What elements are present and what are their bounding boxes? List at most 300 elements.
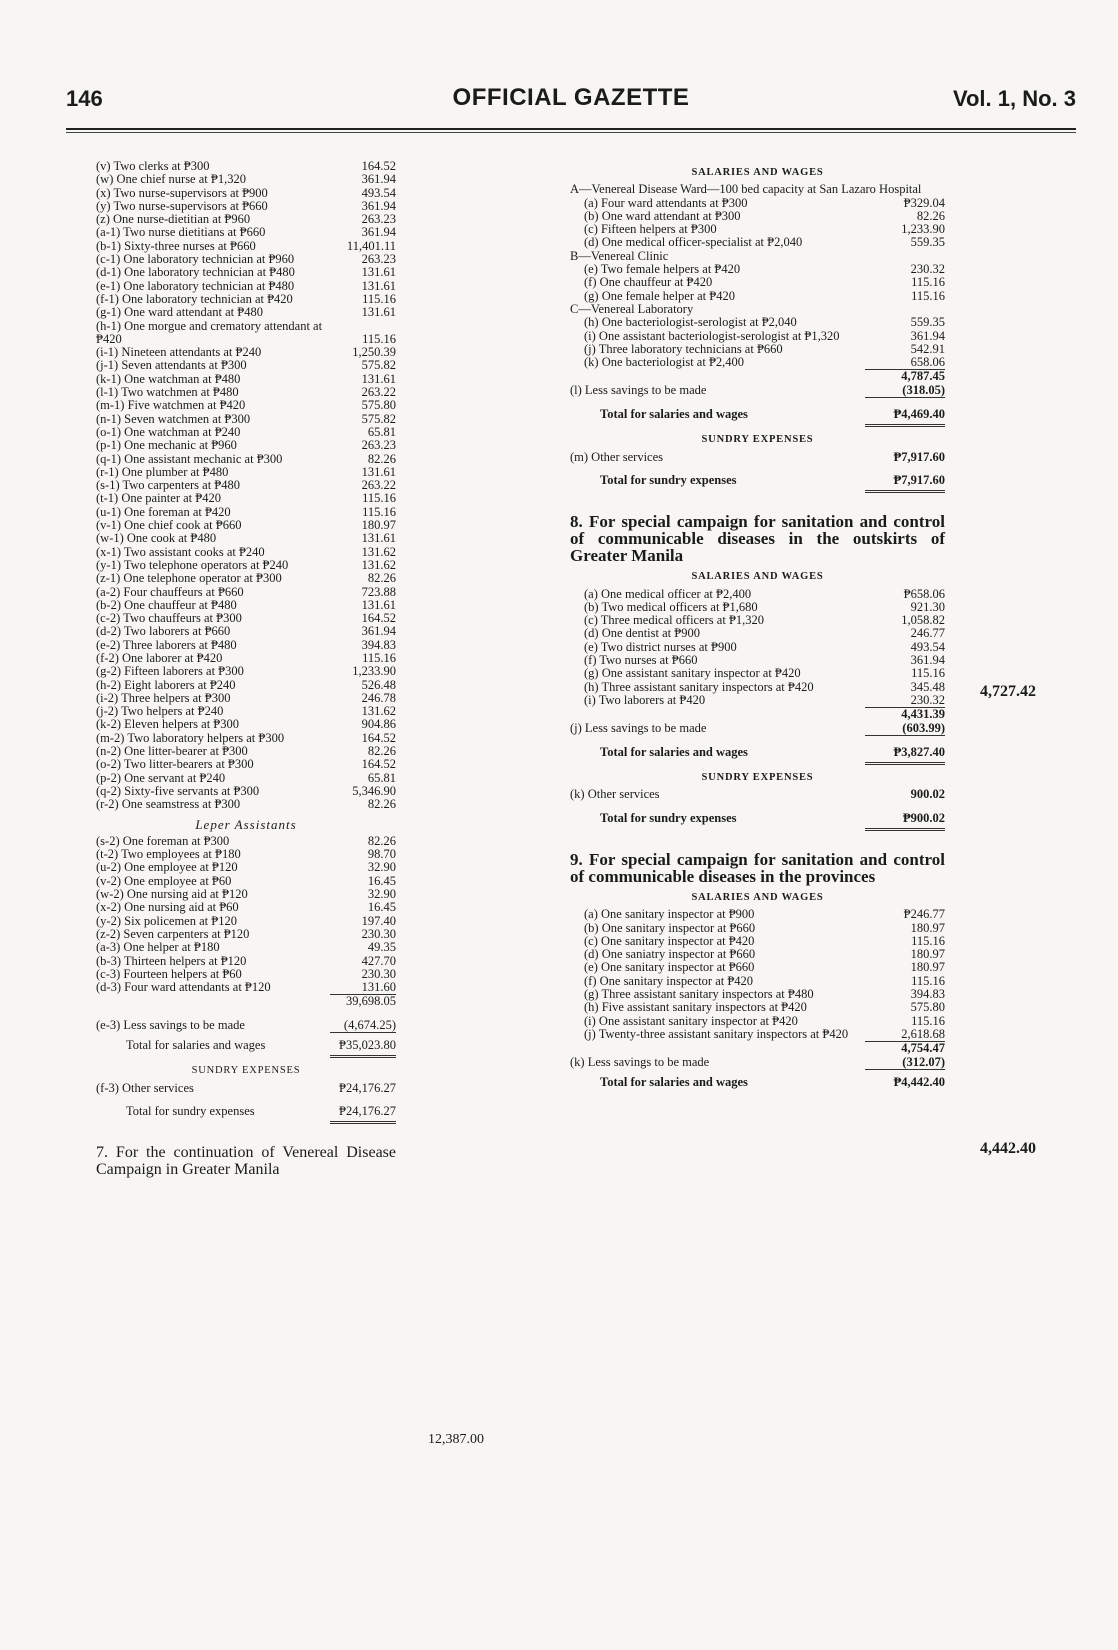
- item-8-list: [570, 588, 945, 708]
- line-item-label: (c-1) One laboratory technician at ₱960: [96, 252, 295, 267]
- line-item: [96, 346, 396, 359]
- line-item-amount: 361.94: [361, 172, 396, 187]
- line-item-amount: 1,233.90: [352, 664, 396, 679]
- line-item-amount: 16.45: [367, 873, 396, 888]
- sundry-1-row: (m) Other services ₱7,917.60: [570, 449, 945, 464]
- line-item: [570, 356, 945, 369]
- line-item-label: (d-1) One laboratory technician at ₱480: [96, 265, 295, 280]
- line-item-label: (b) One ward attendant at ₱300: [584, 208, 741, 223]
- line-item: [96, 875, 396, 888]
- line-item-label: (a) One medical officer at ₱2,400: [584, 586, 752, 601]
- salaries-heading-3: SALARIES AND WAGES: [691, 891, 824, 903]
- line-item-label: (y-1) Two telephone operators at ₱240: [96, 557, 289, 572]
- line-item-label: (u-1) One foreman at ₱420: [96, 504, 231, 519]
- line-item-amount: 131.62: [361, 704, 396, 719]
- line-item-amount: 82.26: [367, 744, 396, 759]
- line-item-amount: 542.91: [910, 341, 945, 356]
- line-item-label: (b-2) One chauffeur at ₱480: [96, 597, 237, 612]
- line-item: [96, 466, 396, 479]
- line-item: [96, 546, 396, 559]
- line-item: [96, 439, 396, 452]
- line-item-label: (b) One sanitary inspector at ₱660: [584, 920, 756, 935]
- line-item-amount: 180.97: [910, 960, 945, 975]
- line-item-amount: 164.52: [361, 757, 396, 772]
- line-item-label: (a) One sanitary inspector at ₱900: [584, 907, 755, 922]
- page-number: 146: [66, 86, 103, 111]
- line-item-label: (d-2) Two laborers at ₱660: [96, 624, 231, 639]
- line-item-amount: 65.81: [367, 770, 396, 785]
- line-item-label: (k-2) Eleven helpers at ₱300: [96, 717, 240, 732]
- line-item: [96, 586, 396, 599]
- line-item-label: (m-1) Five watchmen at ₱420: [96, 398, 246, 413]
- line-item-label: (t-2) Two employees at ₱180: [96, 847, 241, 862]
- line-item-label: (v) Two clerks at ₱300: [96, 159, 210, 173]
- line-item: [570, 681, 945, 694]
- line-item: [570, 694, 945, 707]
- line-item: [570, 601, 945, 614]
- line-item-amount: 246.78: [361, 690, 396, 705]
- line-item-label: (g) One female helper at ₱420: [584, 288, 735, 303]
- line-item: [570, 276, 945, 289]
- line-item: [96, 652, 396, 665]
- line-item: [96, 226, 396, 239]
- line-item-amount: 575.80: [910, 1000, 945, 1015]
- line-item-label: (d) One medical officer-specialist at ₱2,040: [584, 235, 803, 250]
- sundry-label: (f-3) Other services: [96, 1080, 194, 1095]
- item-9-amount: 4,442.40: [980, 1140, 1036, 1157]
- line-item: [96, 572, 396, 585]
- line-item: [96, 901, 396, 914]
- salaries-heading-2: SALARIES AND WAGES: [691, 571, 824, 583]
- line-item: [96, 320, 396, 347]
- line-item: [96, 559, 396, 572]
- line-item: [96, 492, 396, 505]
- line-item-label: (e-1) One laboratory technician at ₱480: [96, 278, 295, 293]
- sundry-2-amount: 900.02: [910, 787, 945, 802]
- line-item: [96, 200, 396, 213]
- line-item-amount: 263.22: [361, 385, 396, 400]
- line-item-label: (g-1) One ward attendant at ₱480: [96, 305, 263, 320]
- less-1-row: (l) Less savings to be made (318.05): [570, 382, 945, 397]
- line-item: [96, 479, 396, 492]
- line-item-amount: 921.30: [910, 599, 945, 614]
- line-item-amount: 82.26: [367, 571, 396, 586]
- line-item-amount: 115.16: [362, 504, 396, 519]
- line-item-label: (w) One chief nurse at ₱1,320: [96, 172, 246, 187]
- line-item-label: (r-1) One plumber at ₱480: [96, 464, 229, 479]
- line-item-amount: 115.16: [911, 666, 945, 681]
- line-item-label: (n-2) One litter-bearer at ₱300: [96, 744, 248, 759]
- line-item-label: (d-3) Four ward attendants at ₱120: [96, 980, 271, 995]
- line-item-amount: 16.45: [367, 900, 396, 915]
- line-item-amount: 82.26: [916, 208, 945, 223]
- line-item: [96, 732, 396, 745]
- item-8-text: 8. For special campaign for sanitation and control of communicable diseases in the outskirts of Greater Manila: [570, 512, 945, 566]
- total-salaries-label: Total for salaries and wages: [126, 1038, 266, 1052]
- line-item: [570, 588, 945, 601]
- total-sundry-1-row: Total for sundry expenses ₱7,917.60: [600, 472, 945, 487]
- line-item: [570, 961, 945, 974]
- line-item-label: (f) One sanitary inspector at ₱420: [584, 973, 754, 988]
- line-item: [96, 240, 396, 253]
- line-item: [96, 888, 396, 901]
- subtotal-2-row: [570, 708, 945, 721]
- line-item-label: (m-2) Two laboratory helpers at ₱300: [96, 730, 285, 745]
- left-item-list: [96, 160, 396, 812]
- publication-title: OFFICIAL GAZETTE: [452, 84, 690, 111]
- line-item-label: (v-2) One employee at ₱60: [96, 873, 232, 888]
- line-item-label: (j) Three laboratory technicians at ₱660: [584, 341, 783, 356]
- line-item-label: (a-3) One helper at ₱180: [96, 940, 220, 955]
- line-item-label: (l-1) Two watchmen at ₱480: [96, 385, 239, 400]
- leper-item-list: [96, 835, 396, 995]
- line-item-amount: 5,346.90: [352, 783, 396, 798]
- line-item-label: (j-1) Seven attendants at ₱300: [96, 358, 247, 373]
- line-item-amount: 131.61: [361, 278, 396, 293]
- line-item: [570, 935, 945, 948]
- line-item-amount: 361.94: [361, 198, 396, 213]
- line-item: [570, 667, 945, 680]
- total-sundry-label: Total for sundry expenses: [126, 1103, 255, 1118]
- line-item: [96, 758, 396, 771]
- line-item-amount: 2,618.68: [901, 1026, 945, 1041]
- line-item: [96, 692, 396, 705]
- line-item-label: (c) Fifteen helpers at ₱300: [584, 222, 717, 237]
- line-item: [96, 266, 396, 279]
- line-item-amount: 131.62: [361, 557, 396, 572]
- line-item: [96, 915, 396, 928]
- line-item-amount: 361.94: [361, 225, 396, 240]
- line-item: [570, 908, 945, 921]
- page-header: [66, 86, 1076, 122]
- line-item-label: (w-1) One cook at ₱480: [96, 531, 217, 546]
- item-9-text: 9. For special campaign for sanitation and control of communicable diseases in the provinces: [570, 849, 945, 886]
- line-item-label: (f-2) One laborer at ₱420: [96, 650, 223, 665]
- sundry-heading-2: SUNDRY EXPENSES: [701, 772, 814, 784]
- line-item-label: (q-2) Sixty-five servants at ₱300: [96, 783, 260, 798]
- group-a-heading: A—Venereal Disease Ward—100 bed capacity at San Lazaro Hospital: [570, 182, 922, 197]
- line-item: [96, 639, 396, 652]
- item-9-paragraph: [570, 851, 945, 885]
- line-item: [570, 614, 945, 627]
- line-item-amount: 526.48: [361, 677, 396, 692]
- subtotal-3-row: [570, 1042, 945, 1055]
- line-item: [570, 223, 945, 236]
- subtotal-3-amount: 4,754.47: [901, 1041, 945, 1056]
- line-item: [96, 280, 396, 293]
- line-item: [570, 197, 945, 210]
- group-c-list: [570, 316, 945, 369]
- line-item: [570, 948, 945, 961]
- line-item-amount: 131.61: [361, 531, 396, 546]
- line-item-amount: 345.48: [910, 679, 945, 694]
- total-salaries-2-row: Total for salaries and wages ₱3,827.40: [600, 744, 945, 759]
- line-item: [96, 506, 396, 519]
- line-item-label: (k) One bacteriologist at ₱2,400: [584, 355, 745, 370]
- line-item: [96, 928, 396, 941]
- line-item-label: (f-1) One laboratory technician at ₱420: [96, 291, 293, 306]
- line-item: [96, 599, 396, 612]
- line-item-amount: 361.94: [361, 624, 396, 639]
- leper-heading: Leper Assistants: [195, 816, 297, 832]
- line-item: [570, 654, 945, 667]
- line-item-amount: 263.23: [361, 212, 396, 227]
- line-item-label: (e) One sanitary inspector at ₱660: [584, 960, 755, 975]
- line-item-label: (z-2) Seven carpenters at ₱120: [96, 926, 250, 941]
- line-item: [96, 798, 396, 811]
- line-item: [96, 705, 396, 718]
- line-item-label: (i) One assistant bacteriologist-serologist at ₱1,320: [584, 328, 840, 343]
- line-item-label: (e-2) Three laborers at ₱480: [96, 637, 237, 652]
- line-item-amount: 115.16: [911, 1013, 945, 1028]
- line-item-amount: 82.26: [367, 451, 396, 466]
- salaries-heading-1: SALARIES AND WAGES: [691, 167, 824, 178]
- line-item: [96, 187, 396, 200]
- line-item: [570, 975, 945, 988]
- line-item-label: (f) Two nurses at ₱660: [584, 653, 698, 668]
- line-item-amount: 65.81: [367, 424, 396, 439]
- line-item-label: (b-3) Thirteen helpers at ₱120: [96, 953, 247, 968]
- line-item-label: (w-2) One nursing aid at ₱120: [96, 887, 248, 902]
- line-item-label: (h) One bacteriologist-serologist at ₱2,040: [584, 315, 797, 330]
- right-column: [570, 160, 945, 1089]
- sundry-2-row: (k) Other services 900.02: [570, 787, 945, 802]
- line-item: [96, 386, 396, 399]
- line-item-label: (i-1) Nineteen attendants at ₱240: [96, 345, 262, 360]
- item-9-list: [570, 908, 945, 1041]
- line-item-amount: 180.97: [910, 947, 945, 962]
- line-item-label: (i-2) Three helpers at ₱300: [96, 690, 231, 705]
- item-7-amount: 12,387.00: [428, 1432, 484, 1447]
- line-item-amount: 115.16: [362, 650, 396, 665]
- line-item-amount: 246.77: [910, 626, 945, 641]
- line-item: [96, 968, 396, 981]
- line-item-label: (a) Four ward attendants at ₱300: [584, 195, 748, 210]
- line-item-amount: 197.40: [361, 913, 396, 928]
- line-item-label: (g) One assistant sanitary inspector at ₱420: [584, 666, 801, 681]
- less-savings-amount: (4,674.25): [343, 1017, 396, 1032]
- line-item: [570, 1015, 945, 1028]
- total-sundry-amount: ₱24,176.27: [339, 1103, 396, 1118]
- total-salaries-amount: ₱35,023.80: [339, 1038, 396, 1052]
- line-item-label: (y) Two nurse-supervisors at ₱660: [96, 198, 268, 213]
- total-sundry-2-amount: ₱900.02: [902, 810, 945, 825]
- line-item: [96, 426, 396, 439]
- line-item-amount: 1,250.39: [352, 345, 396, 360]
- less-savings-label: (e-3) Less savings to be made: [96, 1017, 245, 1032]
- line-item-amount: 115.16: [362, 331, 396, 346]
- line-item-label: (h) Five assistant sanitary inspectors at ₱420: [584, 1000, 807, 1015]
- line-item-amount: 115.16: [911, 933, 945, 948]
- item-8-paragraph: [570, 513, 945, 564]
- line-item-amount: 493.54: [361, 185, 396, 200]
- line-item-amount: 559.35: [910, 235, 945, 250]
- subtotal-amount: 39,698.05: [346, 994, 396, 1009]
- line-item-amount: 131.62: [361, 544, 396, 559]
- line-item-amount: 361.94: [910, 328, 945, 343]
- line-item: [96, 848, 396, 861]
- line-item-label: (i) Two laborers at ₱420: [584, 692, 706, 707]
- line-item-label: (n-1) Seven watchmen at ₱300: [96, 411, 251, 426]
- line-item-label: (a-1) Two nurse dietitians at ₱660: [96, 225, 266, 240]
- line-item-amount: 82.26: [367, 833, 396, 848]
- line-item-label: (x) Two nurse-supervisors at ₱900: [96, 185, 268, 200]
- line-item-amount: 575.80: [361, 398, 396, 413]
- line-item: [96, 160, 396, 173]
- line-item-label: (h-1) One morgue and crematory attendant at ₱420: [96, 318, 323, 346]
- total-salaries-row: [96, 1039, 396, 1052]
- line-item: [570, 330, 945, 343]
- line-item: [96, 213, 396, 226]
- line-item-label: (c-2) Two chauffeurs at ₱300: [96, 611, 242, 626]
- line-item-amount: 131.61: [361, 305, 396, 320]
- line-item: [570, 236, 945, 249]
- line-item-label: (h) Three assistant sanitary inspectors at ₱420: [584, 679, 814, 694]
- less-1-amount: (318.05): [902, 382, 945, 397]
- line-item: [96, 785, 396, 798]
- line-item: [570, 1001, 945, 1014]
- line-item-label: (x-1) Two assistant cooks at ₱240: [96, 544, 265, 559]
- line-item-label: (q-1) One assistant mechanic at ₱300: [96, 451, 283, 466]
- line-item-amount: 98.70: [367, 847, 396, 862]
- sundry-row: [96, 1082, 396, 1095]
- line-item-amount: 115.16: [911, 275, 945, 290]
- sundry-amount: ₱24,176.27: [339, 1080, 396, 1095]
- line-item: [96, 532, 396, 545]
- line-item-label: (b-1) Sixty-three nurses at ₱660: [96, 238, 256, 253]
- line-item: [96, 955, 396, 968]
- header-rule: [66, 128, 1076, 130]
- line-item-amount: 230.30: [361, 926, 396, 941]
- line-item-amount: 263.22: [361, 478, 396, 493]
- line-item-label: (z) One nurse-dietitian at ₱960: [96, 212, 251, 227]
- line-item-amount: 493.54: [910, 639, 945, 654]
- subtotal-1-row: [570, 370, 945, 383]
- total-sundry-1-amount: ₱7,917.60: [893, 472, 945, 487]
- line-item-amount: 575.82: [361, 411, 396, 426]
- line-item-amount: 394.83: [910, 987, 945, 1002]
- group-b-list: [570, 263, 945, 303]
- line-item-label: (h-2) Eight laborers at ₱240: [96, 677, 236, 692]
- line-item-label: (z-1) One telephone operator at ₱300: [96, 571, 282, 586]
- line-item-label: (a-2) Four chauffeurs at ₱660: [96, 584, 244, 599]
- line-item-label: (e) Two female helpers at ₱420: [584, 262, 741, 277]
- line-item-amount: 230.32: [910, 692, 945, 707]
- line-item: [96, 306, 396, 319]
- line-item-amount: 32.90: [367, 887, 396, 902]
- line-item: [96, 453, 396, 466]
- group-a-list: [570, 197, 945, 250]
- line-item: [96, 173, 396, 186]
- line-item-label: (e) Two district nurses at ₱900: [584, 639, 737, 654]
- less-2-amount: (603.99): [902, 720, 945, 735]
- subtotal-row: [96, 995, 396, 1008]
- line-item-amount: 230.32: [910, 262, 945, 277]
- total-salaries-1-amount: ₱4,469.40: [893, 407, 945, 422]
- line-item-label: (r-2) One seamstress at ₱300: [96, 797, 241, 812]
- line-item: [570, 210, 945, 223]
- line-item-label: (v-1) One chief cook at ₱660: [96, 518, 242, 533]
- line-item-label: (d) One dentist at ₱900: [584, 626, 700, 641]
- line-item-amount: 230.30: [361, 966, 396, 981]
- less-2-row: (j) Less savings to be made (603.99): [570, 720, 945, 735]
- line-item-amount: 32.90: [367, 860, 396, 875]
- line-item: [96, 359, 396, 372]
- line-item-label: (d) One saniatry inspector at ₱660: [584, 947, 756, 962]
- line-item-amount: 115.16: [362, 291, 396, 306]
- line-item-amount: 1,058.82: [901, 613, 945, 628]
- line-item: [96, 253, 396, 266]
- line-item-amount: 11,401.11: [346, 238, 396, 253]
- line-item-amount: 658.06: [910, 355, 945, 370]
- line-item-amount: 180.97: [910, 920, 945, 935]
- line-item-label: (p-2) One servant at ₱240: [96, 770, 226, 785]
- line-item-label: (u-2) One employee at ₱120: [96, 860, 238, 875]
- line-item-label: (i) One assistant sanitary inspector at ₱420: [584, 1013, 798, 1028]
- line-item-label: (g) Three assistant sanitary inspectors at ₱480: [584, 987, 814, 1002]
- line-item: [570, 1028, 945, 1041]
- line-item-label: (j-2) Two helpers at ₱240: [96, 704, 224, 719]
- line-item-amount: 131.61: [361, 597, 396, 612]
- line-item-label: (g-2) Fifteen laborers at ₱300: [96, 664, 244, 679]
- line-item: [96, 612, 396, 625]
- line-item-amount: 361.94: [910, 653, 945, 668]
- item-8-amount: 4,727.42: [980, 683, 1036, 700]
- line-item-amount: 131.61: [361, 371, 396, 386]
- line-item: [570, 290, 945, 303]
- subtotal-1-amount: 4,787.45: [901, 369, 945, 384]
- total-salaries-3-amount: ₱4,442.40: [893, 1074, 945, 1089]
- line-item-amount: 427.70: [361, 953, 396, 968]
- line-item-amount: 115.16: [911, 973, 945, 988]
- line-item: [96, 772, 396, 785]
- line-item: [96, 941, 396, 954]
- line-item-amount: ₱246.77: [903, 907, 945, 922]
- line-item: [570, 922, 945, 935]
- total-sundry-2-row: Total for sundry expenses ₱900.02: [600, 810, 945, 825]
- line-item: [96, 665, 396, 678]
- line-item-label: (s-1) Two carpenters at ₱480: [96, 478, 240, 493]
- line-item-amount: 263.23: [361, 252, 396, 267]
- item-7-paragraph: [96, 1144, 396, 1178]
- line-item: [570, 641, 945, 654]
- line-item-amount: ₱329.04: [903, 195, 945, 210]
- line-item-label: (c) Three medical officers at ₱1,320: [584, 613, 765, 628]
- line-item: [96, 745, 396, 758]
- total-salaries-1-row: Total for salaries and wages ₱4,469.40: [600, 407, 945, 422]
- line-item-amount: 131.61: [361, 265, 396, 280]
- line-item: [96, 718, 396, 731]
- less-3-row: (k) Less savings to be made (312.07): [570, 1054, 945, 1069]
- less-3-amount: (312.07): [902, 1054, 945, 1069]
- line-item-amount: 164.52: [361, 159, 396, 173]
- line-item: [96, 835, 396, 848]
- line-item-label: (c-3) Fourteen helpers at ₱60: [96, 966, 242, 981]
- line-item-label: (j) Twenty-three assistant sanitary inspectors at ₱420: [584, 1026, 849, 1041]
- line-item: [570, 988, 945, 1001]
- left-column: [96, 160, 396, 1178]
- line-item-label: (x-2) One nursing aid at ₱60: [96, 900, 239, 915]
- line-item-amount: 164.52: [361, 730, 396, 745]
- line-item: [96, 293, 396, 306]
- volume-number: Vol. 1, No. 3: [952, 86, 1076, 111]
- header-rule-thin: [66, 132, 1076, 133]
- line-item: [96, 413, 396, 426]
- total-salaries-2-amount: ₱3,827.40: [893, 744, 945, 759]
- line-item: [96, 679, 396, 692]
- line-item: [96, 981, 396, 994]
- line-item-label: (b) Two medical officers at ₱1,680: [584, 599, 758, 614]
